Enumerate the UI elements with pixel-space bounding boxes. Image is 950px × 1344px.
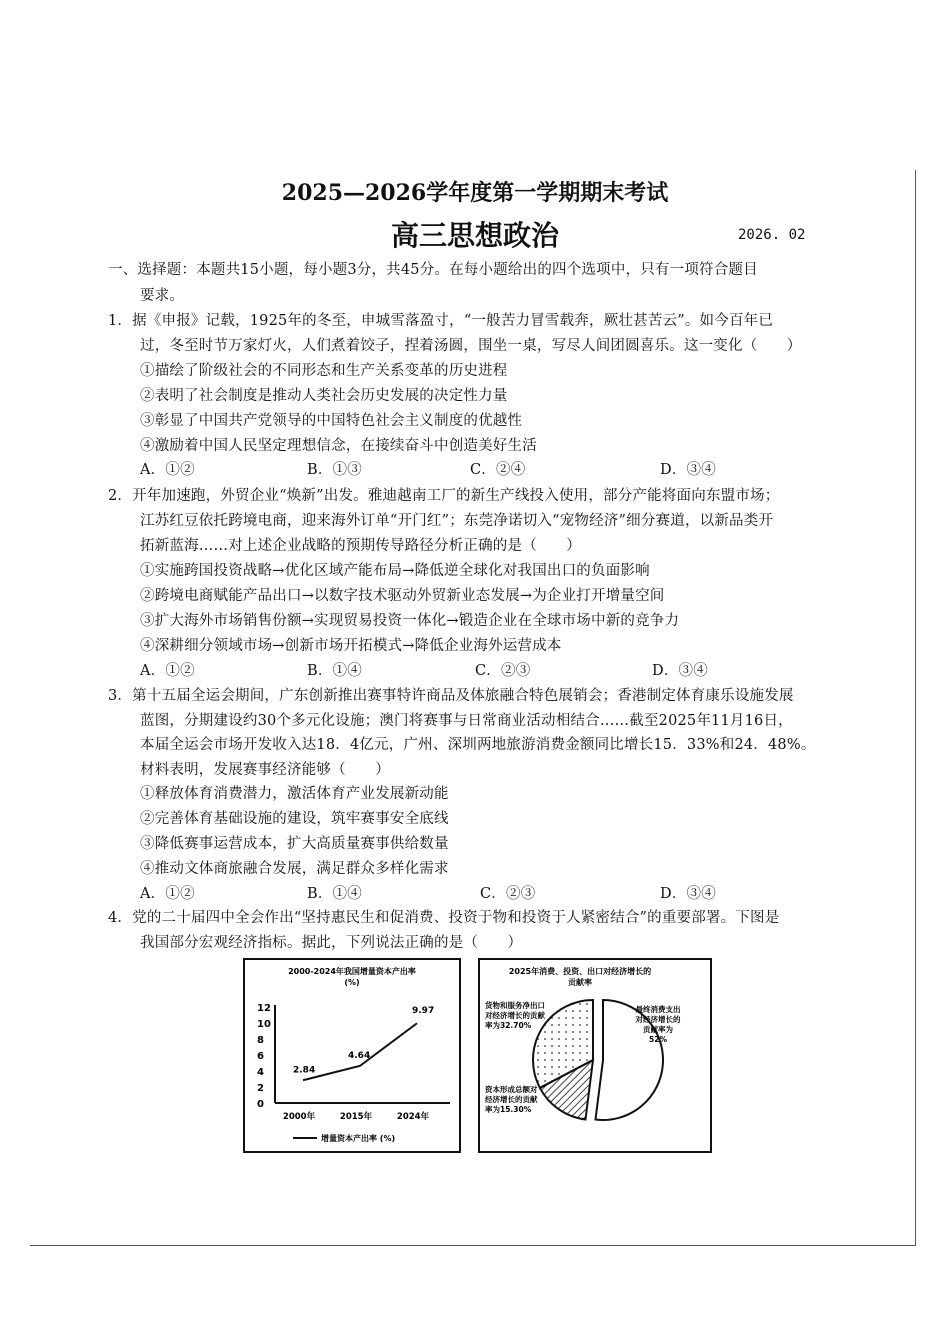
- slice-label: 货物和服务净出口: [485, 1001, 545, 1010]
- chart-title: 2025年消费、投资、出口对经济增长的: [508, 967, 652, 976]
- slice-label: 52%: [649, 1035, 667, 1044]
- pie-chart-panel: [478, 958, 712, 1153]
- answer-choice[interactable]: C．②③: [480, 886, 536, 902]
- answer-choice[interactable]: A．①②: [140, 663, 195, 679]
- subject-title: 高三思想政治: [390, 219, 559, 252]
- slice-label: 最终消费支出: [635, 1005, 681, 1014]
- slice-label: 对经济增长的: [635, 1015, 681, 1024]
- data-label: 9.97: [412, 1006, 435, 1017]
- data-label: 2.84: [293, 1065, 316, 1076]
- y-tick-label: 2: [257, 1083, 264, 1094]
- statement-option: ④深耕细分领域市场→创新市场开拓模式→降低企业海外运营成本: [140, 638, 562, 654]
- slice-label: 率为32.70%: [485, 1021, 532, 1030]
- x-tick-label: 2015年: [339, 1112, 373, 1122]
- text-line: 拓新蓝海……对上述企业战略的预期传导路径分析正确的是（ ）: [140, 538, 581, 554]
- answer-choice[interactable]: D．③④: [660, 886, 716, 902]
- question-stem: 3．第十五届全运会期间，广东创新推出赛事特许商品及体旅融合特色展销会；香港制定体育康乐设施发展: [108, 688, 794, 704]
- statement-option: ③扩大海外市场销售份额→实现贸易投资一体化→锻造企业在全球市场中新的竞争力: [140, 613, 680, 629]
- slice-label: 经济增长的贡献: [485, 1095, 538, 1104]
- statement-option: ③彰显了中国共产党领导的中国特色社会主义制度的优越性: [140, 413, 523, 429]
- answer-choice[interactable]: D．③④: [660, 462, 716, 478]
- chart-title-unit: (%): [344, 978, 360, 987]
- statement-option: ②跨境电商赋能产品出口→以数字技术驱动外贸新业态发展→为企业打开增量空间: [140, 588, 665, 604]
- statement-option: ②表明了社会制度是推动人类社会历史发展的决定性力量: [140, 388, 508, 404]
- slice-label: 率为15.30%: [485, 1105, 532, 1114]
- text-line: 蓝图，分期建设约30个多元化设施；澳门将赛事与日常商业活动相结合……截至2025年11月16日，: [140, 713, 793, 729]
- exam-title: 2025—2026学年度第一学期期末考试: [281, 180, 669, 206]
- exam-date: 2026. 02: [738, 227, 806, 243]
- statement-option: ③降低赛事运营成本，扩大高质量赛事供给数量: [140, 836, 449, 852]
- statement-option: ④激励着中国人民坚定理想信念，在接续奋斗中创造美好生活: [140, 438, 537, 454]
- statement-option: ④推动文体商旅融合发展，满足群众多样化需求: [140, 861, 449, 877]
- data-label: 4.64: [348, 1050, 371, 1061]
- page-right-rule: [915, 170, 916, 1246]
- page-bottom-rule: [30, 1245, 916, 1246]
- text-line: 本届全运会市场开发收入达18．4亿元，广州、深圳两地旅游消费金额同比增长15．33%和24．48%。: [140, 737, 816, 753]
- text-line: 我国部分宏观经济指标。据此，下列说法正确的是（ ）: [140, 935, 523, 951]
- answer-choice[interactable]: A．①②: [140, 462, 195, 478]
- y-tick-label: 10: [257, 1019, 271, 1030]
- text-line: 过，冬至时节万家灯火，人们煮着饺子，捏着汤圆，围坐一桌，写尽人间团圆喜乐。这一变化（ ）: [140, 338, 802, 354]
- line-chart: [245, 960, 459, 1151]
- pie-chart: [480, 960, 710, 1151]
- question-stem: 4．党的二十届四中全会作出“坚持惠民生和促消费、投资于物和投资于人紧密结合”的重要部署。下图是: [108, 910, 780, 926]
- answer-choice[interactable]: C．②③: [475, 663, 531, 679]
- question-stem: 1．据《申报》记载，1925年的冬至，申城雪落盈寸，“一般苦力冒雪载奔，厥壮甚苦云”。如今百年已: [108, 313, 774, 329]
- y-tick-label: 6: [257, 1051, 264, 1062]
- text-line: 材料表明，发展赛事经济能够（ ）: [140, 762, 390, 778]
- y-tick-label: 0: [257, 1099, 264, 1110]
- question-stem: 2．开年加速跑，外贸企业“焕新”出发。雅迪越南工厂的新生产线投入使用，部分产能将面向东盟市场；: [108, 488, 780, 504]
- answer-choice[interactable]: C．②④: [470, 462, 526, 478]
- slice-label: 资本形成总额对: [485, 1085, 538, 1094]
- x-tick-label: 2000年: [282, 1112, 316, 1122]
- answer-choice[interactable]: B．①④: [307, 886, 362, 902]
- text-line: 一、选择题：本题共15小题，每小题3分，共45分。在每小题给出的四个选项中，只有一项符合题目: [108, 262, 758, 278]
- legend-label: 增量资本产出率 (%): [321, 1134, 396, 1143]
- statement-option: ①实施跨国投资战略→优化区域产能布局→降低逆全球化对我国出口的负面影响: [140, 563, 650, 579]
- y-tick-label: 12: [257, 1003, 271, 1014]
- chart-title-unit: 贡献率: [568, 978, 592, 987]
- answer-choice[interactable]: D．③④: [652, 663, 708, 679]
- statement-option: ①描绘了阶级社会的不同形态和生产关系变革的历史进程: [140, 363, 508, 379]
- text-line: 江苏红豆依托跨境电商，迎来海外订单“开门红”；东莞净诺切入“宠物经济”细分赛道，以新品类开: [140, 513, 774, 529]
- answer-choice[interactable]: B．①③: [307, 462, 362, 478]
- text-line: 要求。: [140, 288, 185, 304]
- chart-title: 2000-2024年我国增量资本产出率: [288, 967, 416, 976]
- statement-option: ②完善体育基础设施的建设，筑牢赛事安全底线: [140, 811, 449, 827]
- line-chart-panel: [243, 958, 461, 1153]
- y-tick-label: 4: [257, 1067, 264, 1078]
- statement-option: ①释放体育消费潜力，激活体育产业发展新动能: [140, 786, 449, 802]
- x-tick-label: 2024年: [396, 1112, 430, 1122]
- slice-label: 对经济增长的贡献: [485, 1011, 545, 1020]
- answer-choice[interactable]: B．①④: [307, 663, 362, 679]
- slice-label: 贡献率为: [643, 1025, 673, 1034]
- answer-choice[interactable]: A．①②: [140, 886, 195, 902]
- y-tick-label: 8: [257, 1035, 264, 1046]
